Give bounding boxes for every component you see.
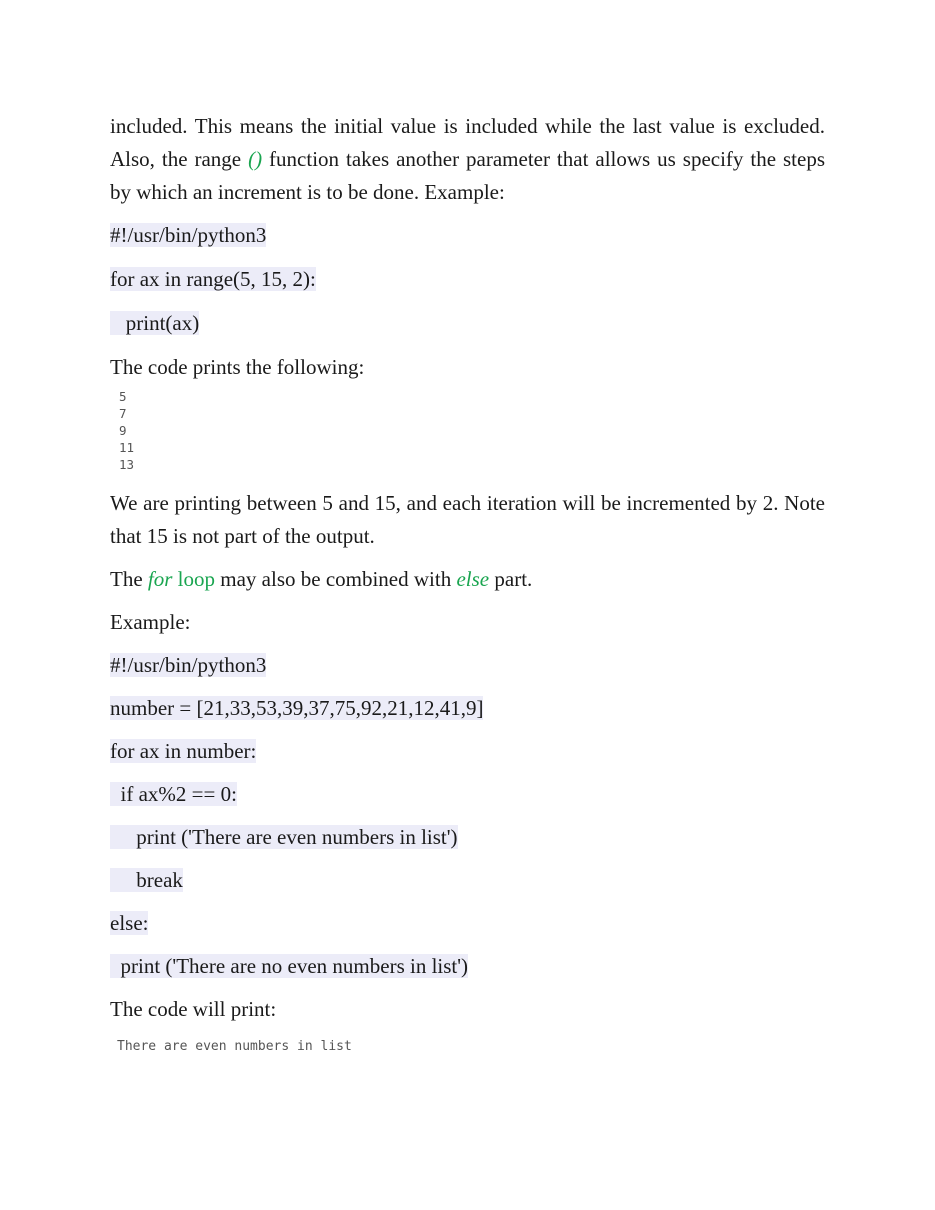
output-line: 5 [119,389,127,404]
else-keyword: else [456,567,490,591]
paragraph-increment-note: We are printing between 5 and 15, and each iteration will be incremented by 2. Note that 15 is not part of the output. [110,491,825,548]
code-line: if ax%2 == 0: [110,782,237,806]
output-line: There are even numbers in list [117,1039,352,1054]
output-line: 7 [119,406,127,421]
code-line: print ('There are even numbers in list') [110,825,458,849]
loop-word: loop [172,567,216,591]
code-line: print(ax) [110,311,200,335]
for-keyword: for [147,567,173,591]
text-code-will-print: The code will print: [110,997,277,1021]
range-parentheses: () [248,147,263,171]
code-line: break [110,868,183,892]
output-line: 9 [119,423,127,438]
code-line: print ('There are no even numbers in list') [110,954,469,978]
code-line: for ax in number: [110,739,257,763]
example-label: Example: [110,610,191,634]
output-block-range [110,388,825,473]
code-line: #!/usr/bin/python3 [110,223,267,247]
document-page [110,110,825,1055]
paragraph-range-explanation: included. This means the initial value is included while the last value is excluded. Also, the range () function takes another parameter that allows us specify the steps by which an increment is to be done. Example: [110,114,825,204]
code-line: number = [21,33,53,39,37,75,92,21,12,41,9] [110,696,484,720]
code-line: #!/usr/bin/python3 [110,653,267,677]
code-line: for ax in range(5, 15, 2): [110,267,316,291]
paragraph-for-else: The for loop may also be combined with else part. [110,567,533,591]
output-line: 11 [119,440,135,455]
output-block-for-else [110,1038,825,1055]
code-line: else: [110,911,149,935]
text-code-prints: The code prints the following: [110,355,365,379]
output-line: 13 [119,457,135,472]
